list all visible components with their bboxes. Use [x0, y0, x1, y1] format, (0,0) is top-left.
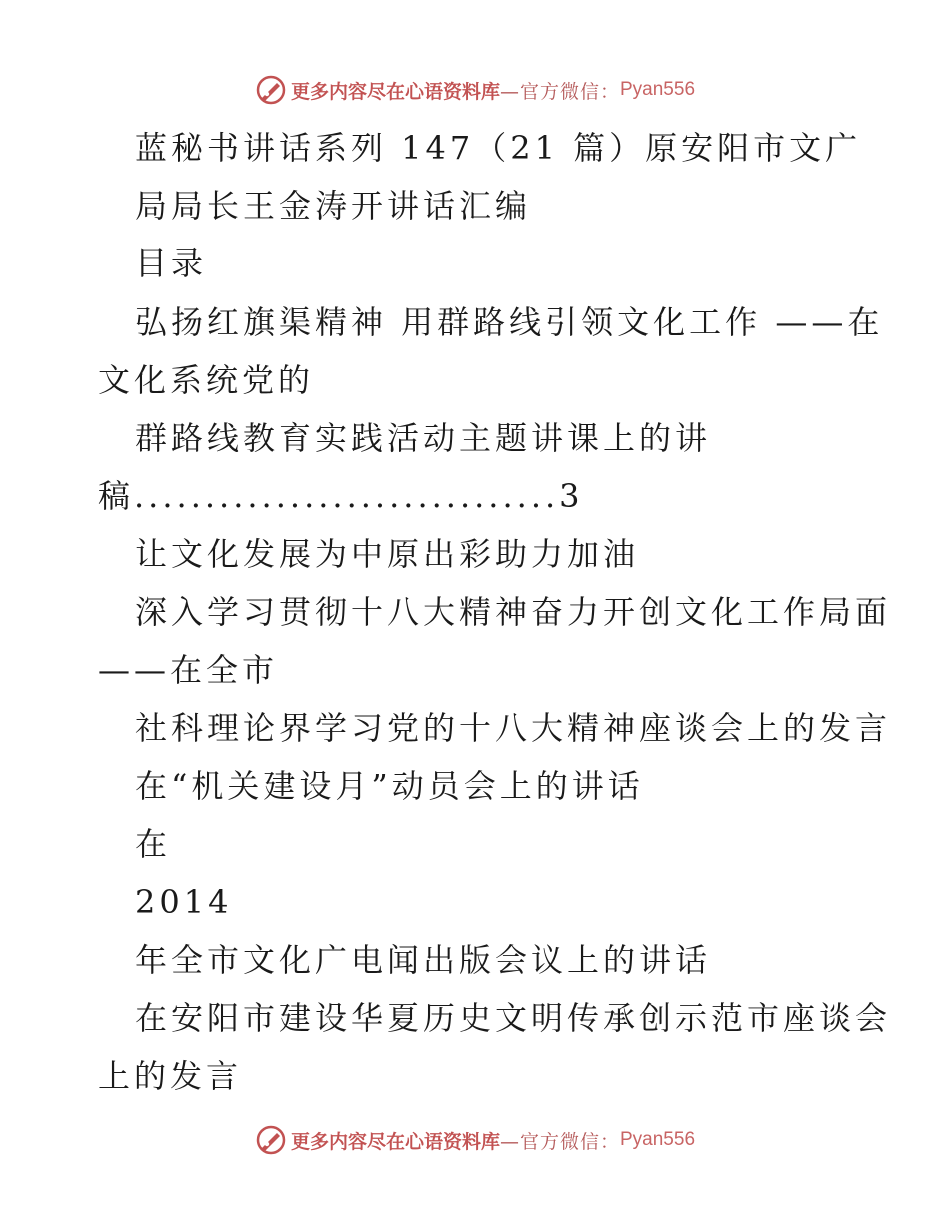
toc-entry-line: 在: [135, 825, 172, 863]
toc-entry-line: 稿..............................3: [98, 477, 584, 515]
watermark-text-main: 更多内容尽在心语资料库: [290, 80, 500, 103]
watermark-text-separator: —官方微信：: [499, 1130, 620, 1153]
toc-entry-line: ——在全市: [98, 651, 279, 689]
watermark-banner-top: [0, 70, 950, 110]
watermark-banner-bottom: [0, 1120, 950, 1160]
toc-heading: 目录: [135, 244, 208, 282]
toc-entry-line: 2014: [135, 883, 233, 921]
toc-entry-line: 群路线教育实践活动主题讲课上的讲: [135, 419, 712, 457]
toc-entry-line: 弘扬红旗渠精神 用群路线引领文化工作 ——在: [135, 303, 884, 341]
watermark-text-separator: —官方微信：: [499, 80, 620, 103]
toc-entry-line: 社科理论界学习党的十八大精神座谈会上的发言: [135, 709, 892, 747]
watermark-text-id: Pyan556: [620, 79, 696, 100]
watermark-text-id: Pyan556: [620, 1129, 696, 1150]
toc-entry-line: 深入学习贯彻十八大精神奋力开创文化工作局面: [135, 593, 892, 631]
toc-entry-line: 在“机关建设月”动员会上的讲话: [135, 767, 644, 805]
pen-seal-logo-icon: [255, 74, 287, 106]
doc-title-line-2: 局局长王金涛开讲话汇编: [135, 187, 532, 225]
toc-entry-line: 文化系统党的: [98, 361, 315, 399]
toc-entry-line: 让文化发展为中原出彩助力加油: [135, 535, 640, 573]
toc-entry-line: 年全市文化广电闻出版会议上的讲话: [135, 941, 712, 979]
pen-seal-logo-icon: [255, 1124, 287, 1156]
doc-title-line-1: 蓝秘书讲话系列 147（21 篇）原安阳市文广: [135, 129, 862, 167]
toc-entry-line: 在安阳市建设华夏历史文明传承创示范市座谈会: [135, 999, 892, 1037]
toc-entry-line: 上的发言: [98, 1057, 243, 1095]
watermark-text-main: 更多内容尽在心语资料库: [290, 1130, 500, 1153]
